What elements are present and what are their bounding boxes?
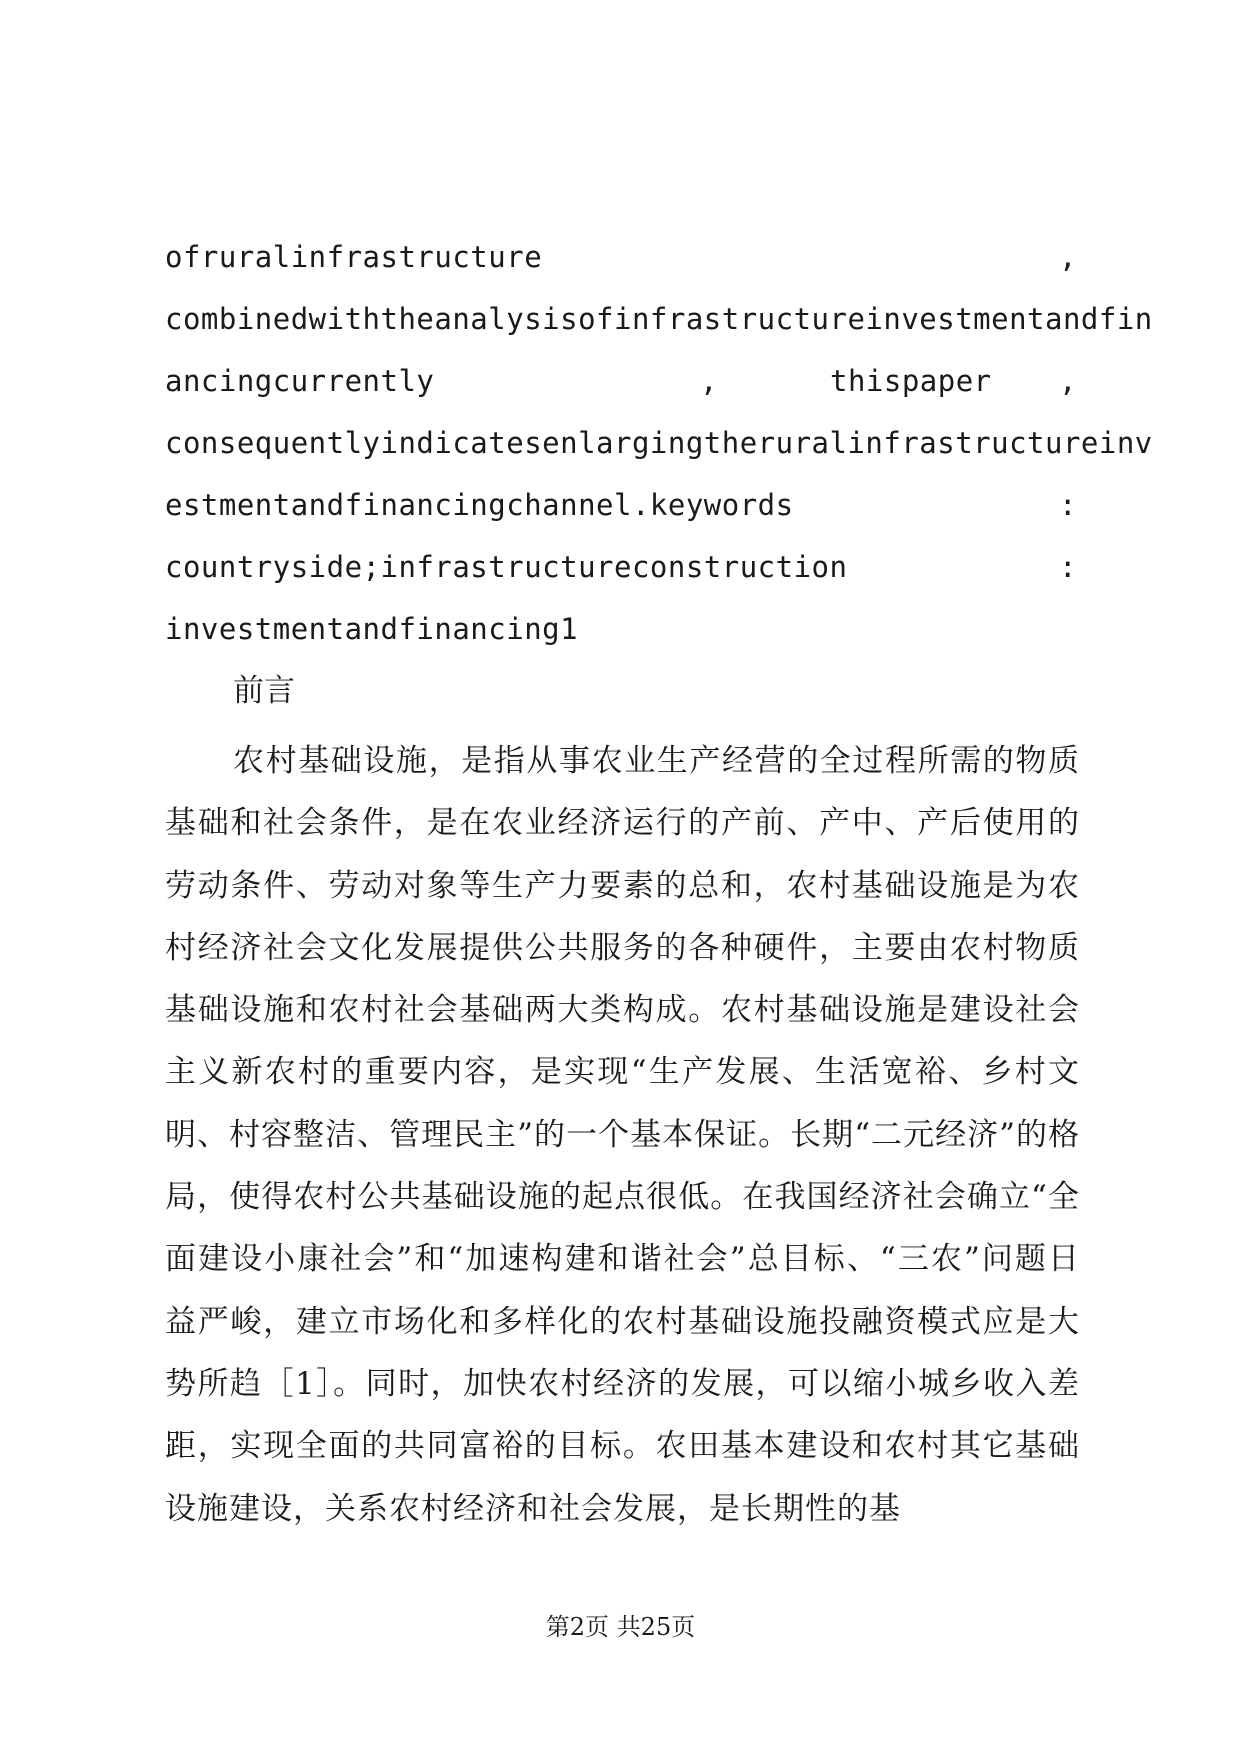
- abstract-line-7: [165, 609, 1077, 649]
- abstract-line-5: [165, 485, 1077, 525]
- section-heading: 前言: [233, 673, 295, 709]
- abstract-line-4-text: consequentlyindicatesenlargingtheruralinfrastructureinv: [165, 426, 1153, 460]
- abstract-line-4: [165, 423, 1153, 463]
- abstract-line-6: [165, 547, 1077, 587]
- abstract-line-6-text: countryside;infrastructureconstruction: [165, 550, 848, 584]
- abstract-line-1-text: ofruralinfrastructure: [165, 240, 543, 274]
- abstract-line-1-punct: ,: [1059, 240, 1077, 274]
- abstract-line-2: [165, 299, 1153, 339]
- abstract-line-3-text: ancingcurrently: [165, 364, 435, 398]
- abstract-line-3-comma: ,: [700, 364, 718, 398]
- page-footer: 第2页 共25页: [545, 1613, 696, 1641]
- abstract-line-3-word: thispaper: [830, 364, 992, 398]
- abstract-line-5-text: estmentandfinancingchannel.keywords: [165, 488, 794, 522]
- abstract-line-6-punct: :: [1059, 550, 1077, 584]
- abstract-line-3: [165, 361, 1077, 401]
- abstract-line-2-text: combinedwiththeanalysisofinfrastructureinvestmentandfin: [165, 302, 1153, 336]
- abstract-line-5-punct: :: [1059, 488, 1077, 522]
- abstract-line-1: [165, 237, 1077, 277]
- abstract-line-7-text: investmentandfinancing1: [165, 612, 579, 646]
- body-paragraph: 农村基础设施，是指从事农业生产经营的全过程所需的物质基础和社会条件，是在农业经济运行的产前、产中、产后使用的劳动条件、劳动对象等生产力要素的总和，农村基础设施是为农村经济社会文化发展提供公共服务的各种硬件，主要由农村物质基础设施和农村社会基础两大类构成。农村基础设施是建设社会主义新农村的重要内容，是实现“生产发展、生活宽裕、乡村文明、村容整洁、管理民主”的一个基本保证。长期“二元经济”的格局，使得农村公共基础设施的起点很低。在我国经济社会确立“全面建设小康社会”和“加速构建和谐社会”总目标、“三农”问题日益严峻，建立市场化和多样化的农村基础设施投融资模式应是大势所趋［1］。同时，加快农村经济的发展，可以缩小城乡收入差距，实现全面的共同富裕的目标。农田基本建设和农村其它基础设施建设，关系农村经济和社会发展，是长期性的基: [165, 743, 1080, 1527]
- abstract-line-3-punct: ,: [1059, 364, 1077, 398]
